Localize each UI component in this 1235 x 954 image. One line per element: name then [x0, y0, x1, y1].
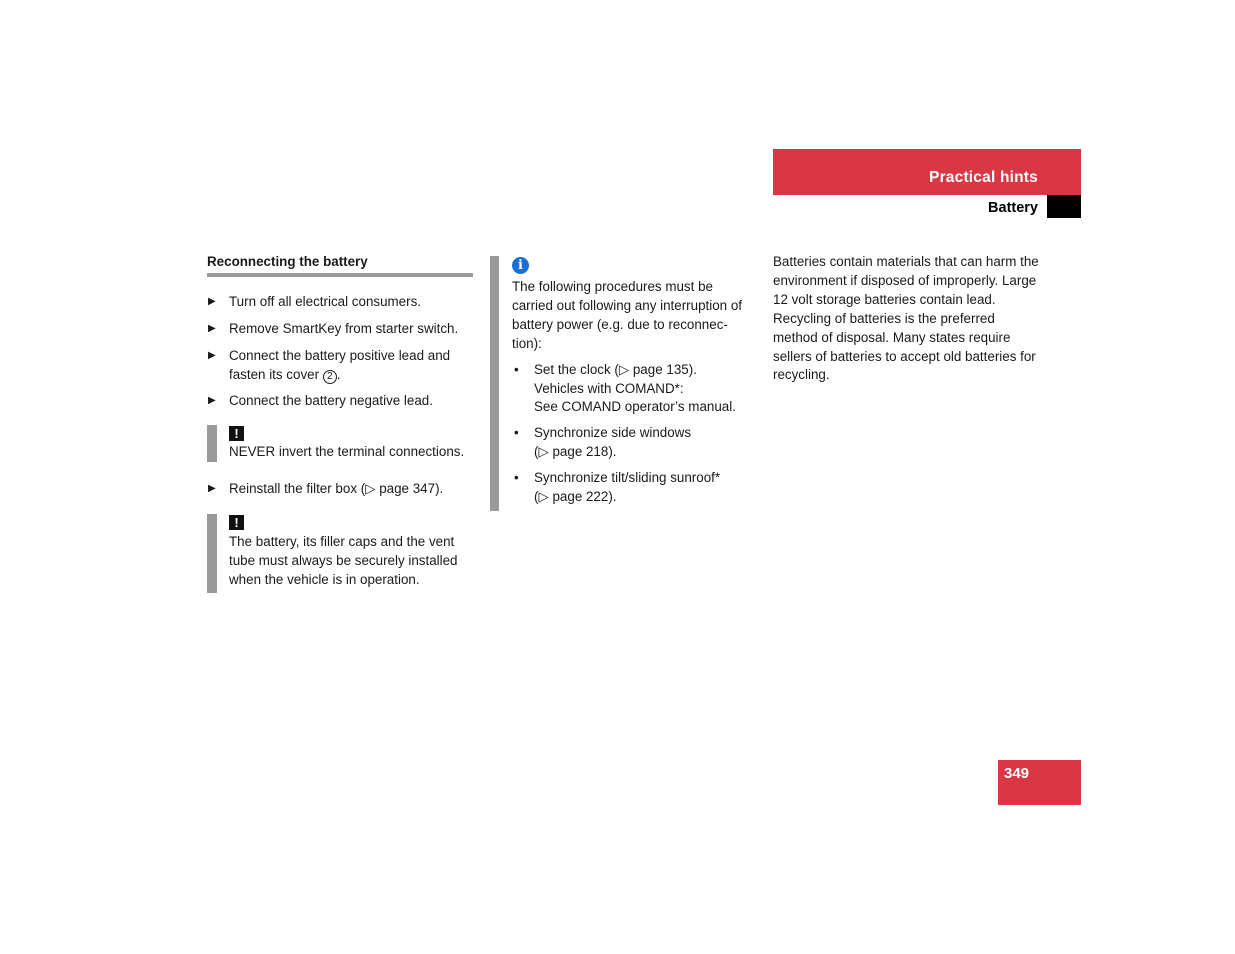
environment-text: Batteries contain materials that can harm the environment if disposed of improperly. Large 12 volt storage batteries contain lead. Recycling of batteries is the preferred method of disposal. Many states require sellers of batteries to accept old batteries for recycling.: [773, 254, 1039, 383]
callout-number-badge: 2: [323, 370, 337, 384]
step-1: [207, 293, 473, 312]
step-4: [207, 392, 473, 411]
chapter-header: [773, 149, 1081, 195]
bullet-line: Synchronize side windows: [534, 425, 692, 441]
step-text: Turn off all electrical consumers.: [229, 294, 422, 309]
info-bullet-3: [512, 469, 754, 507]
step-text: Remove SmartKey from starter switch.: [229, 320, 459, 336]
exclamation-icon: !: [229, 426, 244, 441]
warning-text: NEVER invert the terminal connections.: [229, 444, 465, 460]
step-suffix: .: [336, 366, 341, 382]
warning-text: The battery, its filler caps and the vent tube must always be securely installed when the vehicle is in operation.: [229, 534, 458, 587]
triangle-right-icon: ▶: [208, 483, 216, 495]
info-bar: [490, 256, 499, 511]
page-number: 349: [1004, 765, 1030, 782]
bullet-dot: •: [514, 425, 519, 441]
bullet-line: Set the clock (▷ page 135).: [534, 361, 697, 377]
bullet-dot: •: [514, 361, 519, 377]
info-intro: The following procedures must be carried out following any interruption of battery power (e.g. due to reconnec-tion):: [512, 279, 743, 351]
step-3: [207, 347, 473, 385]
info-box: [490, 256, 758, 511]
triangle-right-icon: ▶: [208, 322, 216, 334]
step-text: Connect the battery negative lead.: [229, 392, 433, 408]
step-2: [207, 320, 473, 339]
triangle-right-icon: ▶: [208, 296, 216, 307]
warning-box-2: [207, 514, 473, 593]
warning-bar: [207, 514, 217, 593]
bullet-line: (▷ page 222).: [534, 489, 617, 505]
triangle-right-icon: ▶: [208, 394, 216, 406]
info-icon: i: [512, 257, 529, 274]
procedure-heading: Reconnecting the battery: [207, 253, 473, 277]
step-5: [207, 480, 473, 499]
section-title: Battery: [988, 200, 1038, 216]
bullet-dot: •: [514, 470, 519, 486]
bullet-line: Vehicles with COMAND*:: [534, 380, 684, 396]
page-number-box: [998, 760, 1081, 805]
warning-box-1: [207, 425, 473, 463]
column-procedure: [207, 253, 473, 593]
bullet-line: (▷ page 218).: [534, 444, 617, 460]
info-bullet-1: [512, 361, 754, 418]
section-tab-marker: [1047, 195, 1081, 218]
triangle-right-icon: ▶: [208, 349, 216, 361]
step-text: Connect the battery positive lead and fasten its cover: [229, 347, 451, 382]
warning-bar: [207, 425, 217, 463]
bullet-line: See COMAND operator’s manual.: [534, 399, 736, 415]
step-text: Reinstall the filter box (▷ page 347).: [229, 481, 444, 497]
exclamation-icon: !: [229, 515, 244, 530]
chapter-title: Practical hints: [929, 169, 1038, 186]
info-bullet-2: [512, 424, 754, 462]
column-info: [490, 256, 758, 511]
column-environment: [773, 253, 1043, 385]
bullet-line: Synchronize tilt/sliding sunroof*: [534, 470, 721, 486]
